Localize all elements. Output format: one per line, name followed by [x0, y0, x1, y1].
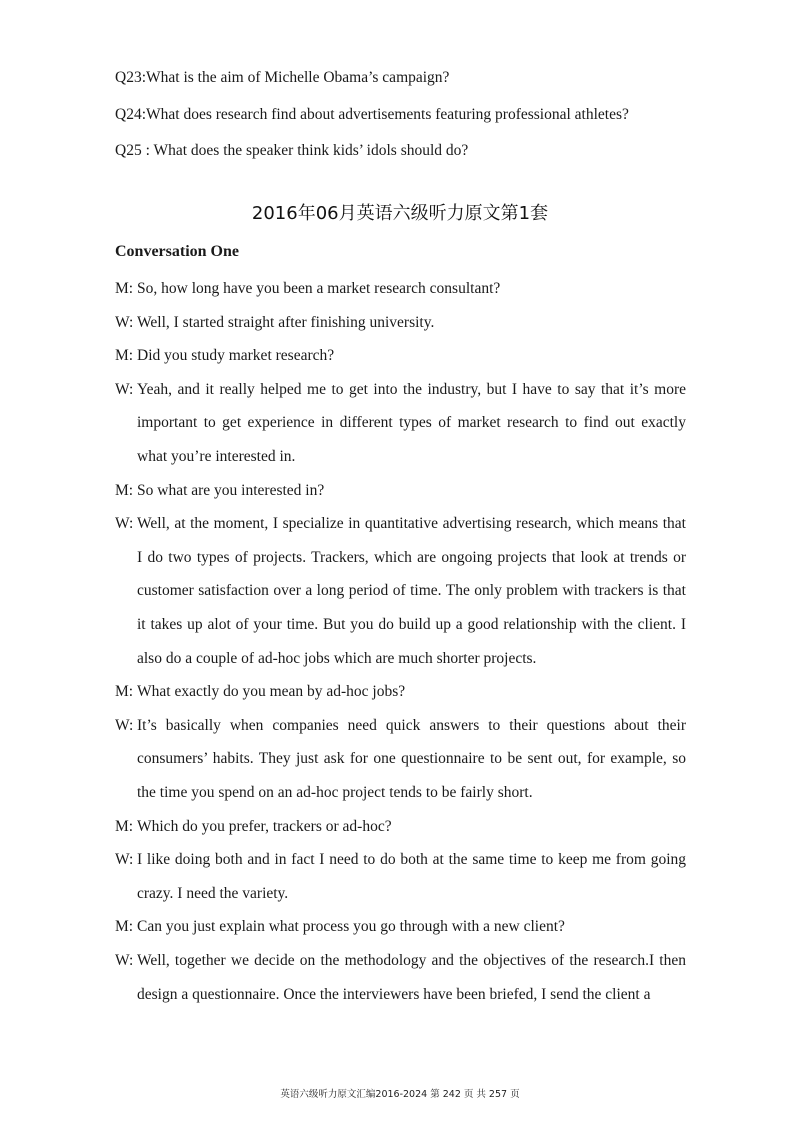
dialogue-turn [115, 379, 686, 480]
dialogue-line: Well, at the moment, I specialize in quantitative advertising research, which means that [137, 515, 686, 533]
speaker-label: M: [115, 817, 134, 835]
speaker-label [115, 580, 137, 614]
dialogue-line: Can you just explain what process you go through with a new client? [137, 918, 565, 936]
speaker-label: W: [115, 851, 134, 869]
speaker-label: W: [115, 515, 134, 533]
dialogue-line: Well, I started straight after finishing university. [137, 313, 435, 331]
question-25: Q25 : What does the speaker think kids’ idols should do? [115, 142, 469, 159]
speaker-label [115, 883, 137, 917]
dialogue-line: I do two types of projects. Trackers, which are ongoing projects that look at trends or [137, 548, 686, 566]
page-footer: 英语六级听力原文汇编2016-2024 第 242 页 共 257 页 [280, 1089, 520, 1100]
dialogue-turn [115, 513, 686, 681]
dialogue-line: also do a couple of ad-hoc jobs which are much shorter projects. [137, 649, 537, 667]
section-heading: Conversation One [115, 243, 239, 260]
dialogue-line: What exactly do you mean by ad-hoc jobs? [137, 683, 406, 701]
dialogue-turn [115, 816, 686, 850]
speaker-label: M: [115, 347, 134, 365]
speaker-label: W: [115, 380, 134, 398]
speaker-label: M: [115, 918, 134, 936]
speaker-label [115, 782, 137, 816]
dialogue-line: it takes up alot of your time. But you do build up a good relationship with the client. I [137, 615, 686, 633]
question-24: Q24:What does research find about advertisements featuring professional athletes? [115, 106, 629, 123]
dialogue-line: what you’re interested in. [137, 447, 296, 465]
dialogue-line: Did you study market research? [137, 347, 335, 365]
dialogue-line: the time you spend on an ad-hoc project tends to be fairly short. [137, 783, 533, 801]
dialogue-turn [115, 950, 686, 1017]
dialogue-line: customer satisfaction over a long period of time. The only problem with trackers is that [137, 582, 686, 600]
dialogue-line: design a questionnaire. Once the interviewers have been briefed, I send the client a [137, 985, 651, 1003]
dialogue-line: Which do you prefer, trackers or ad-hoc? [137, 817, 392, 835]
dialogue-turn [115, 480, 686, 514]
speaker-label [115, 446, 137, 480]
dialogue-line: I like doing both and in fact I need to do both at the same time to keep me from going [137, 851, 686, 869]
dialogue-turn [115, 312, 686, 346]
speaker-label: M: [115, 683, 134, 701]
dialogue-line: So, how long have you been a market research consultant? [137, 280, 501, 297]
dialogue-line: important to get experience in different types of market research to find out exactly [137, 414, 686, 432]
speaker-label: M: [115, 280, 134, 297]
dialogue-turn [115, 849, 686, 916]
speaker-label: W: [115, 313, 134, 331]
dialogue-turn [115, 916, 686, 950]
page-title: 2016年06月英语六级听力原文第1套 [251, 203, 549, 224]
dialogue-turn [115, 278, 686, 312]
speaker-label [115, 547, 137, 581]
speaker-label [115, 748, 137, 782]
dialogue-line: consumers’ habits. They just ask for one questionnaire to be sent out, for example, so [137, 750, 686, 768]
question-23: Q23:What is the aim of Michelle Obama’s campaign? [115, 69, 450, 86]
speaker-label [115, 648, 137, 682]
speaker-label [115, 984, 137, 1018]
dialogue-line: crazy. I need the variety. [137, 884, 289, 902]
dialogue-line: Yeah, and it really helped me to get into the industry, but I have to say that it’s more [137, 380, 686, 398]
dialogue-turn [115, 681, 686, 715]
dialogue-turn [115, 345, 686, 379]
speaker-label [115, 614, 137, 648]
speaker-label: W: [115, 716, 134, 734]
speaker-label: W: [115, 952, 134, 969]
dialogue-turn [115, 715, 686, 816]
speaker-label: M: [115, 481, 134, 499]
dialogue-line: Well, together we decide on the methodology and the objectives of the research.I then [137, 952, 686, 969]
speaker-label [115, 412, 137, 446]
dialogue-line: So what are you interested in? [137, 481, 325, 499]
dialogue-line: It’s basically when companies need quick answers to their questions about their [137, 716, 686, 734]
